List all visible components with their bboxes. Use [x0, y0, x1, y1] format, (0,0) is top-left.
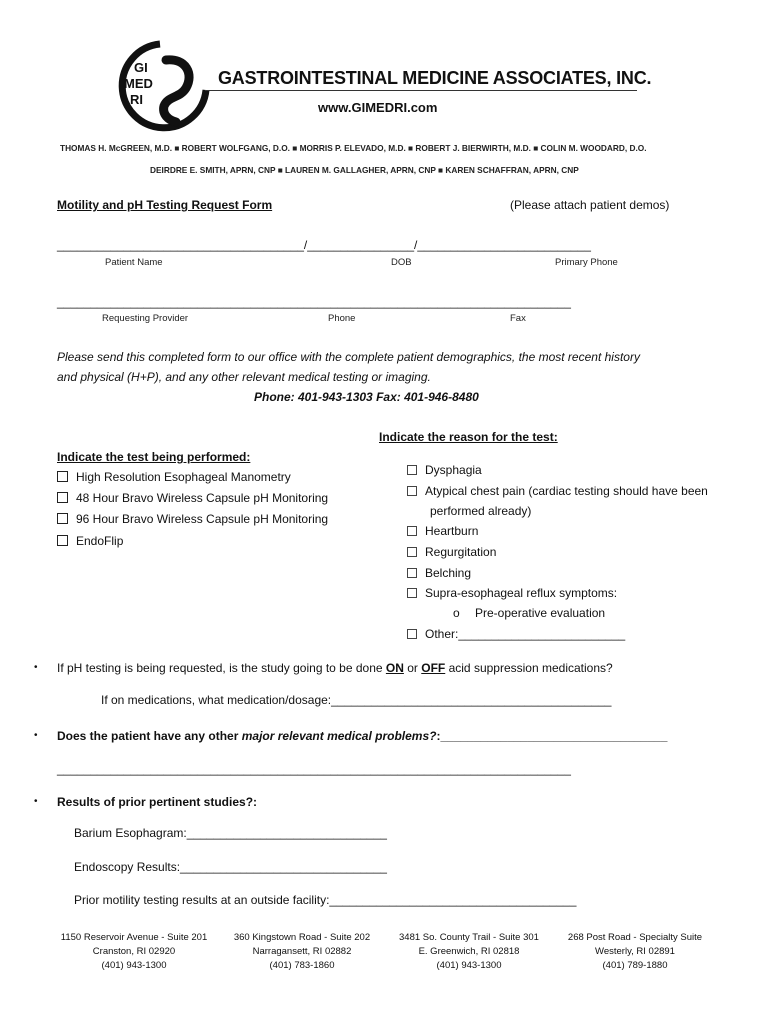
footer-address: 3481 So. County Trail - Suite 301 — [399, 932, 539, 943]
on-option[interactable]: ON — [385, 661, 404, 675]
attach-note: (Please attach patient demos) — [510, 198, 670, 212]
staff-line-1: THOMAS H. McGREEN, M.D. ■ ROBERT WOLFGANG, D.O. ■ MORRIS P. ELEVADO, M.D. ■ ROBERT J. BIERWIRTH, M.D. ■ COLIN M. WOODARD, D.O. — [60, 143, 647, 153]
reason-belching[interactable]: Belching — [407, 566, 471, 580]
bullet-3: • — [34, 796, 38, 807]
test-96-hour-bravo[interactable]: 96 Hour Bravo Wireless Capsule pH Monitoring — [57, 512, 328, 526]
footer-office-e-greenwich — [389, 931, 549, 973]
reasons-heading: Indicate the reason for the test: — [379, 430, 558, 444]
phone-label: Phone — [328, 313, 356, 324]
company-name: GASTROINTESTINAL MEDICINE ASSOCIATES, INC. — [218, 68, 652, 88]
reason-heartburn[interactable]: Heartburn — [407, 524, 478, 538]
footer-city: Westerly, RI 02891 — [595, 946, 675, 957]
reason-pre-operative[interactable]: Pre-operative evaluation — [475, 606, 606, 620]
prior-studies-heading: Results of prior pertinent studies?: — [57, 795, 258, 809]
reason-chest-pain-continued: performed already) — [430, 504, 532, 518]
footer-address: 360 Kingstown Road - Suite 202 — [233, 932, 371, 943]
problems-question[interactable]: Does the patient have any other major relevant medical problems?:__________________________________ — [57, 729, 668, 743]
reason-chest-pain[interactable]: Atypical chest pain (cardiac testing should have been — [407, 484, 708, 498]
motility-field[interactable]: Prior motility testing results at an outside facility:_____________________________________ — [74, 893, 577, 907]
checkbox[interactable] — [407, 547, 417, 557]
reason-dysphagia[interactable]: Dysphagia — [407, 463, 482, 477]
office-contact: Phone: 401-943-1303 Fax: 401-946-8480 — [254, 390, 479, 404]
checkbox[interactable] — [407, 629, 417, 639]
checkbox[interactable] — [407, 526, 417, 536]
medication-field[interactable]: If on medications, what medication/dosage:__________________________________________ — [101, 693, 612, 707]
problems-field[interactable]: _____________________________________________________________________________ — [57, 762, 571, 776]
footer-office-cranston — [53, 931, 215, 973]
header-divider — [205, 90, 637, 91]
bullet-1: • — [34, 662, 38, 673]
logo-text-med: MED — [124, 76, 153, 91]
form-title: Motility and pH Testing Request Form — [57, 198, 273, 212]
requesting-provider-label: Requesting Provider — [102, 313, 189, 324]
footer-city: Narragansett, RI 02882 — [252, 946, 352, 957]
logo-text-gi: GI — [134, 60, 148, 75]
patient-info-field[interactable]: _____________________________________/________________/__________________________ — [57, 238, 591, 252]
footer-address: 1150 Reservoir Avenue - Suite 201 — [60, 932, 208, 943]
instruction-text-1: Please send this completed form to our office with the complete patient demographics, the most recent history — [57, 350, 640, 364]
checkbox[interactable] — [57, 535, 68, 546]
checkbox[interactable] — [407, 465, 417, 475]
staff-line-2: DEIRDRE E. SMITH, APRN, CNP ■ LAUREN M. GALLAGHER, APRN, CNP ■ KAREN SCHAFFRAN, APRN, CNP — [150, 165, 579, 175]
logo-text-ri: RI — [130, 92, 143, 107]
company-logo — [116, 40, 216, 140]
provider-info-field[interactable]: _____________________________________________________________________________ — [57, 295, 571, 309]
test-hr-manometry[interactable]: High Resolution Esophageal Manometry — [57, 470, 291, 484]
reason-supra-esophageal[interactable]: Supra-esophageal reflux symptoms: — [407, 586, 617, 600]
ph-question: If pH testing is being requested, is the study going to be done ON or OFF acid suppression medications? — [57, 661, 613, 675]
checkbox[interactable] — [407, 486, 417, 496]
footer-address: 268 Post Road - Specialty Suite — [567, 932, 703, 943]
footer-phone: (401) 783-1860 — [269, 960, 335, 971]
instruction-text-2: and physical (H+P), and any other relevant medical testing or imaging. — [57, 370, 431, 384]
website-link[interactable]: www.GIMEDRI.com — [318, 100, 438, 115]
footer-phone: (401) 943-1300 — [436, 960, 502, 971]
tests-heading: Indicate the test being performed: — [57, 450, 251, 464]
primary-phone-label: Primary Phone — [555, 257, 618, 268]
fax-label: Fax — [510, 313, 526, 324]
footer-city: E. Greenwich, RI 02818 — [418, 946, 520, 957]
barium-field[interactable]: Barium Esophagram:______________________________ — [74, 826, 387, 840]
footer-office-westerly — [560, 931, 710, 973]
patient-name-label: Patient Name — [105, 257, 163, 268]
checkbox[interactable] — [57, 492, 68, 503]
footer-city: Cranston, RI 02920 — [92, 946, 176, 957]
footer-phone: (401) 789-1880 — [602, 960, 668, 971]
checkbox[interactable] — [57, 513, 68, 524]
footer-phone: (401) 943-1300 — [101, 960, 167, 971]
off-option[interactable]: OFF — [421, 661, 446, 675]
reason-other[interactable]: Other:_________________________ — [407, 627, 625, 641]
checkbox[interactable] — [57, 471, 68, 482]
footer-office-narragansett — [226, 931, 378, 973]
bullet-2: • — [34, 730, 38, 741]
sub-bullet-marker: o — [453, 606, 460, 620]
dob-label: DOB — [391, 257, 412, 268]
reason-regurgitation[interactable]: Regurgitation — [407, 545, 496, 559]
checkbox[interactable] — [407, 568, 417, 578]
test-endoflip[interactable]: EndoFlip — [57, 534, 123, 548]
checkbox[interactable] — [407, 588, 417, 598]
endoscopy-field[interactable]: Endoscopy Results:_______________________________ — [74, 860, 387, 874]
test-48-hour-bravo[interactable]: 48 Hour Bravo Wireless Capsule pH Monitoring — [57, 491, 328, 505]
